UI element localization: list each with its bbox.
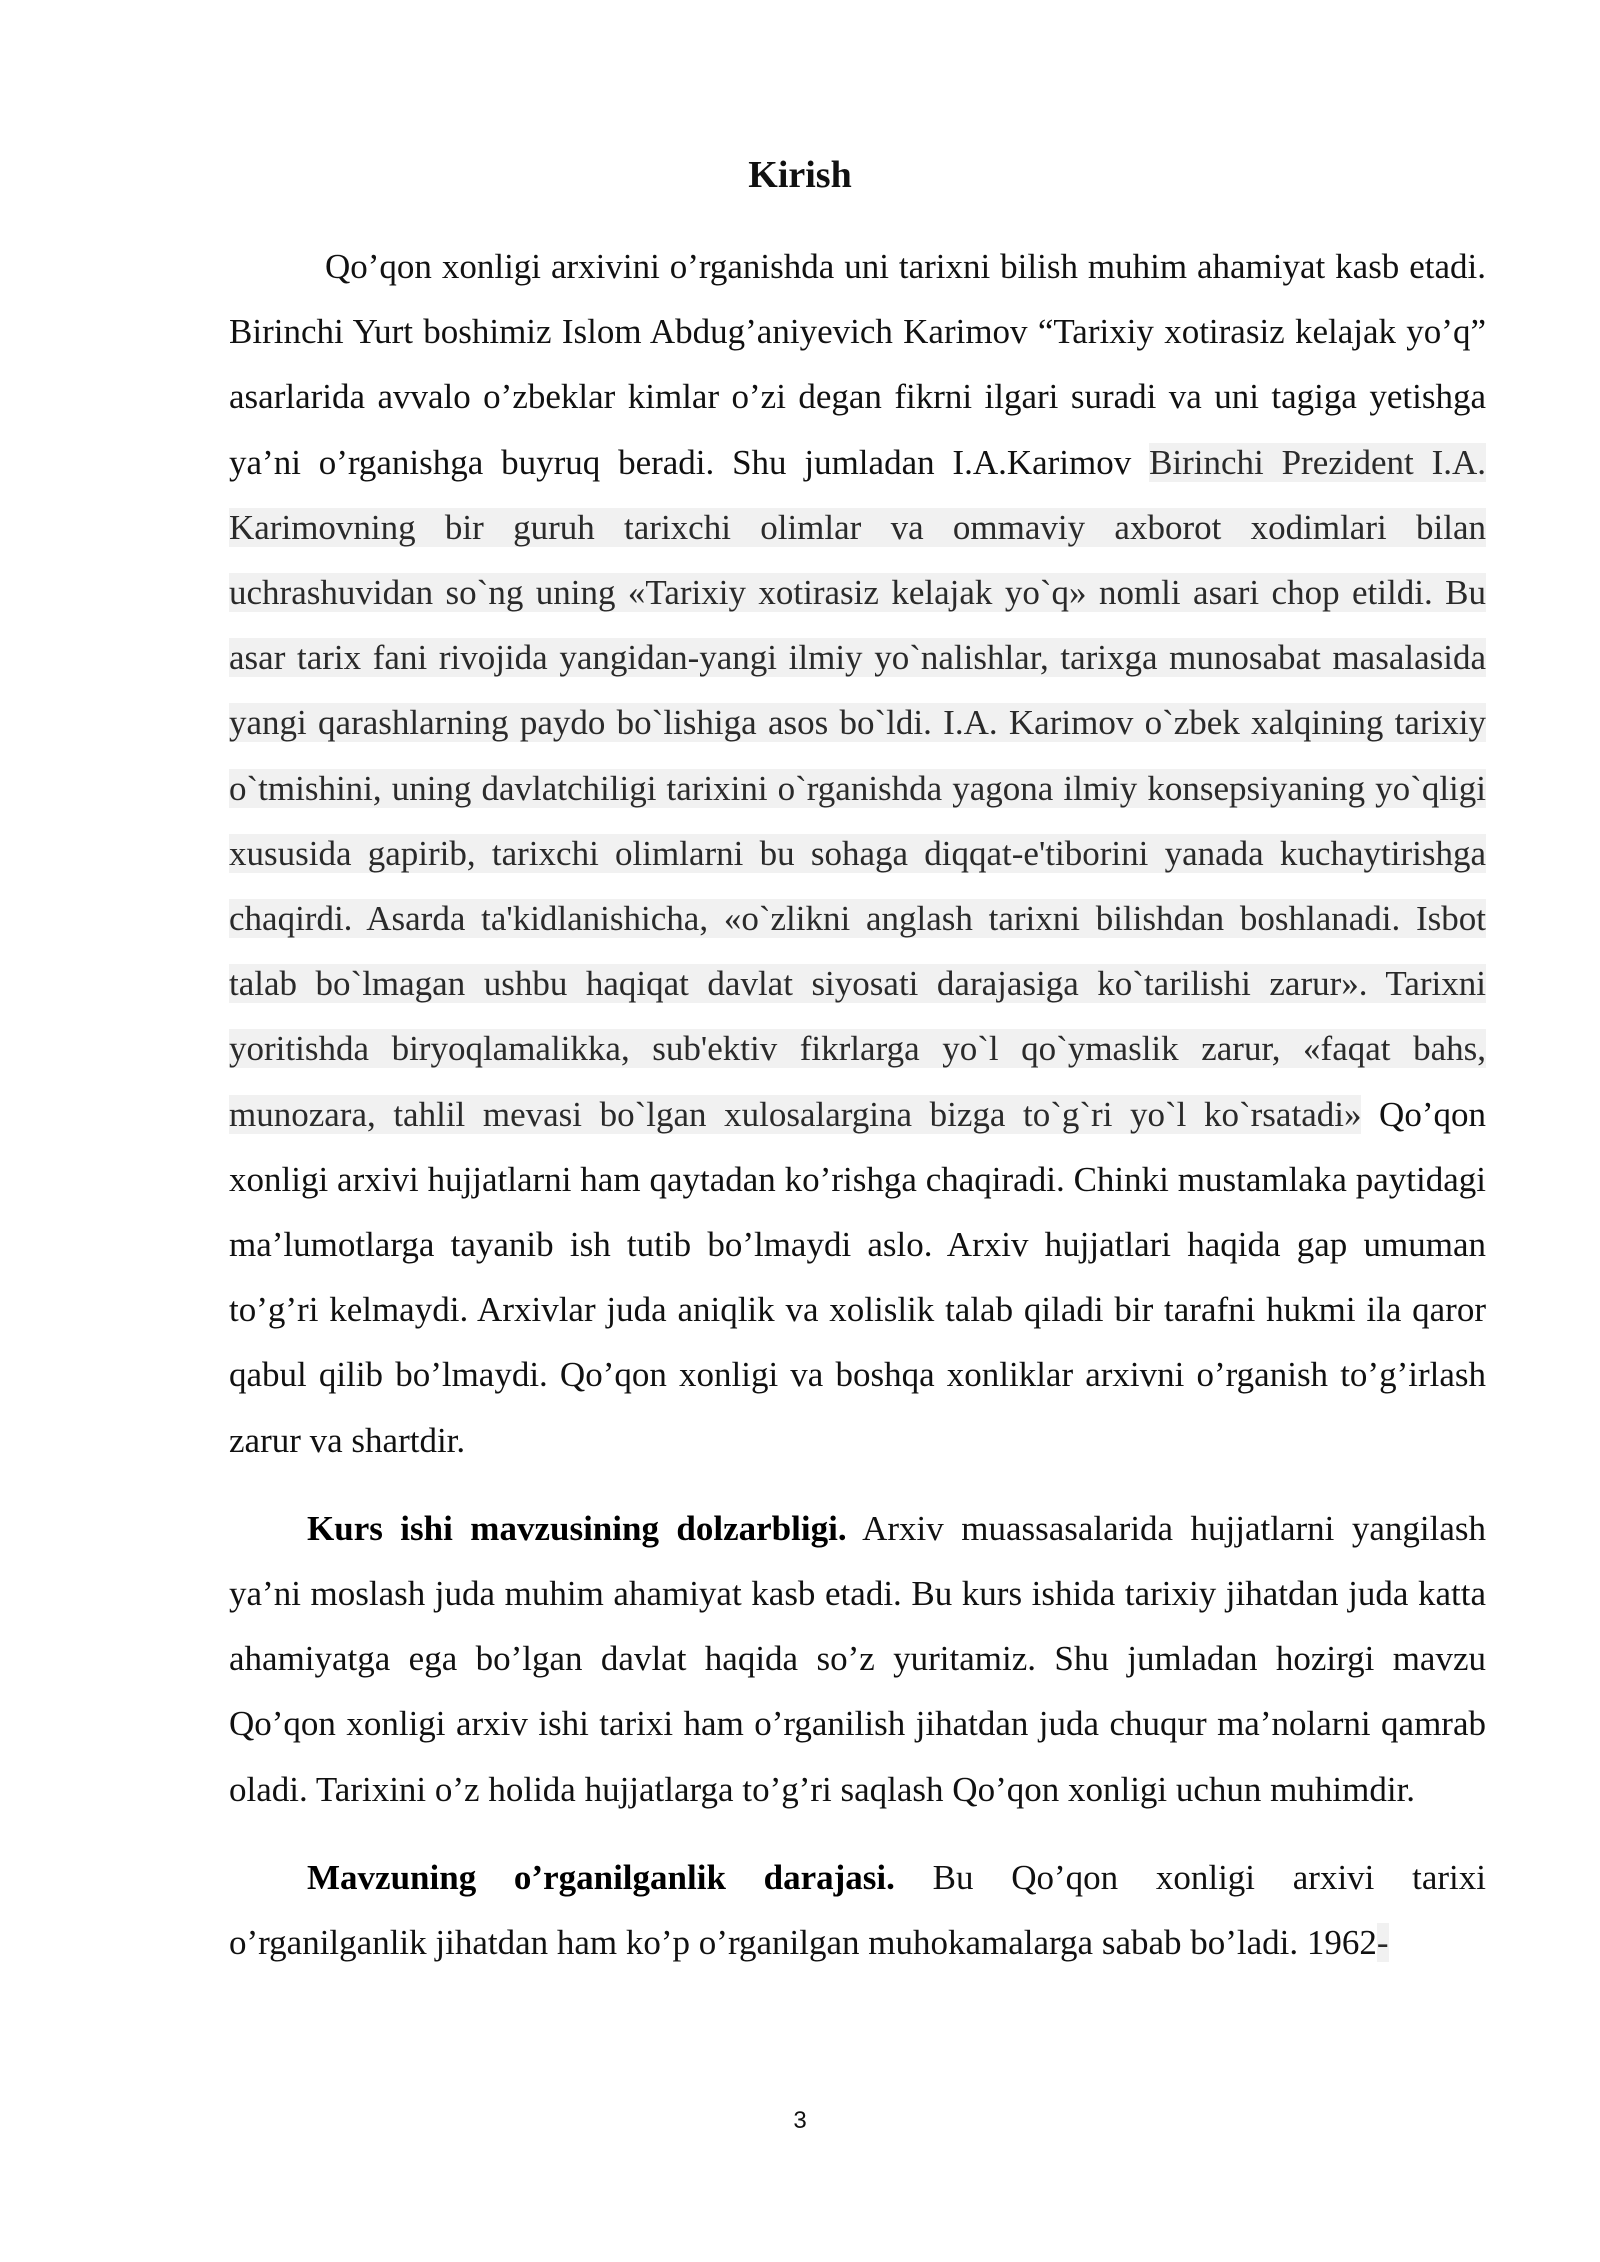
document-body bbox=[229, 234, 1486, 1975]
page-number: 3 bbox=[793, 2107, 807, 2134]
paragraph-introduction bbox=[229, 234, 1486, 1473]
paragraph-study-level bbox=[229, 1845, 1486, 1975]
paragraph-intro-text: Qo’qon xonligi arxivini o’rganishda uni tarixni bilish muhim ahamiyat kasb etadi. Birinchi Yurt boshimiz Islom Abdug’aniyevich Karimov “Tarixiy xotirasiz kelajak yo’q” asarlarida avvalo o’zbeklar kimlar o’zi degan fikrni ilgari suradi va uni tagiga yetishga ya’ni o’rganishga buyruq beradi. Shu jumladan I.A.Karimov bbox=[229, 247, 1486, 482]
relevance-text: Arxiv muassasalarida hujjatlarni yangilash ya’ni moslash juda muhim ahamiyat kasb etadi. Bu kurs ishida tarixiy jihatdan juda katta ahamiyatga ega bo’lgan davlat haqida so’z yuritamiz. Shu jumladan hozirgi mavzu Qo’qon xonligi arxiv ishi tarixi ham o’rganilish jihatdan juda chuqur ma’nolarni qamrab oladi. Tarixini o’z holida hujjatlarga to’g’ri saqlash Qo’qon xonligi uchun muhimdir. bbox=[229, 1508, 1486, 1809]
highlighted-quote-text: Birinchi Prezident I.A. Karimovning bir guruh tarixchi olimlar va ommaviy axborot xodimlari bilan uchrashuvidan so`ng uning «Tarixiy xotirasiz kelajak yo`q» nomli asari chop etildi. Bu asar tarix fani rivojida yangidan-yangi ilmiy yo`nalishlar, tarixga munosabat masalasida yangi qarashlarning paydo bo`lishiga asos bo`ldi. I.A. Karimov o`zbek xalqining tarixiy o`tmishini, uning davlatchiligi tarixini o`rganishda yagona ilmiy konsepsiyaning yo`qligi xususida gapirib, tarixchi olimlarni bu sohaga diqqat-e'tiborini yanada kuchaytirishga chaqirdi. Asarda ta'kidlanishicha, «o`zlikni anglash tarixni bilishdan boshlanadi. Isbot talab bo`lmagan ushbu haqiqat davlat siyosati darajasiga ko`tarilishi zarur». Tarixni yoritishda biryoqlamalikka, sub'ektiv fikrlarga yo`l qo`ymaslik zarur, «faqat bahs, munozara, tahlil mevasi bo`lgan xulosalargina bizga to`g`ri yo`l ko`rsatadi» bbox=[229, 442, 1487, 1134]
page-title: Kirish bbox=[748, 154, 852, 196]
highlighted-tail: - bbox=[1376, 1923, 1389, 1963]
relevance-heading: Kurs ishi mavzusining dolzarbligi. bbox=[307, 1508, 847, 1548]
study-level-heading: Mavzuning o’rganilganlik darajasi. bbox=[307, 1857, 895, 1897]
study-level-text: Bu Qo’qon xonligi arxivi tarixi o’rganilganlik jihatdan ham ko’p o’rganilgan muhokamalarga sabab bo’ladi. 1962 bbox=[229, 1857, 1487, 1963]
paragraph-relevance bbox=[229, 1496, 1486, 1822]
paragraph-outro-text: Qo’qon xonligi arxivi hujjatlarni ham qaytadan ko’rishga chaqiradi. Chinki mustamlaka paytidagi ma’lumotlarga tayanib ish tutib bo’lmaydi aslo. Arxiv hujjatlari haqida gap umuman to’g’ri kelmaydi. Arxivlar juda aniqlik va xolislik talab qiladi bir tarafni hukmi ila qaror qabul qilib bo’lmaydi. Qo’qon xonligi va boshqa xonliklar arxivni o’rganish to’g’irlash zarur va shartdir. bbox=[229, 1094, 1486, 1460]
